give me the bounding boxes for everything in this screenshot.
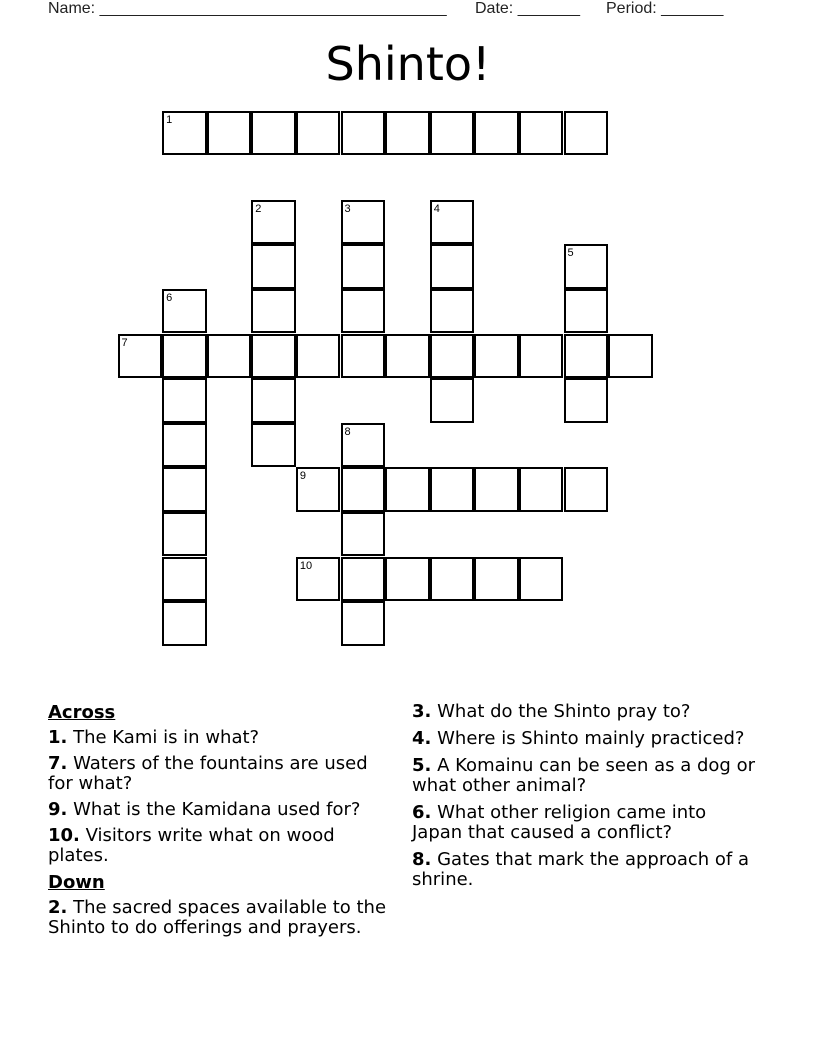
crossword-cell[interactable]: [430, 334, 475, 379]
crossword-cell[interactable]: [385, 557, 430, 602]
crossword-cell[interactable]: [162, 378, 207, 423]
crossword-cell[interactable]: [296, 334, 341, 379]
crossword-cell[interactable]: [162, 289, 207, 334]
crossword-cell[interactable]: [162, 557, 207, 602]
crossword-cell[interactable]: [430, 467, 475, 512]
crossword-cell[interactable]: [118, 334, 163, 379]
crossword-cell[interactable]: [519, 334, 564, 379]
crossword-cell[interactable]: [564, 244, 609, 289]
clue-text: Waters of the fountains are used for what?: [48, 753, 368, 794]
cell-number: 7: [121, 336, 128, 349]
clue-text: Where is Shinto mainly practiced?: [437, 728, 745, 749]
clues-left-column: [48, 702, 393, 944]
clue-across-10: [48, 826, 393, 866]
crossword-cell[interactable]: [430, 200, 475, 245]
crossword-cell[interactable]: [251, 289, 296, 334]
clue-down-5: [412, 756, 762, 796]
clue-across-7: [48, 754, 393, 794]
crossword-cell[interactable]: [430, 244, 475, 289]
clue-number: 5.: [412, 755, 432, 776]
cell-number: 2: [255, 202, 262, 215]
crossword-cell[interactable]: [385, 334, 430, 379]
clue-number: 6.: [412, 802, 432, 823]
clue-number: 7.: [48, 753, 68, 774]
crossword-cell[interactable]: [341, 334, 386, 379]
crossword-cell[interactable]: [341, 289, 386, 334]
clue-across-1: [48, 728, 393, 748]
clue-down-8: [412, 850, 762, 890]
crossword-cell[interactable]: [296, 557, 341, 602]
crossword-cell[interactable]: [341, 111, 386, 156]
down-heading: Down: [48, 872, 105, 893]
crossword-cell[interactable]: [162, 111, 207, 156]
crossword-cell[interactable]: [341, 557, 386, 602]
clue-text: Visitors write what on wood plates.: [48, 825, 335, 866]
crossword-cell[interactable]: [207, 334, 252, 379]
clue-down-3: [412, 702, 762, 722]
clue-text: The sacred spaces available to the Shinto to do offerings and prayers.: [48, 897, 387, 938]
period-field[interactable]: Period: _______: [606, 0, 724, 17]
clue-down-6: [412, 803, 762, 843]
cell-number: 9: [299, 470, 307, 483]
crossword-cell[interactable]: [296, 111, 341, 156]
clue-number: 10.: [48, 825, 80, 846]
crossword-cell[interactable]: [162, 334, 207, 379]
cell-number: 1: [166, 113, 173, 126]
crossword-cell[interactable]: [341, 423, 386, 468]
clue-text: What do the Shinto pray to?: [437, 701, 691, 722]
crossword-cell[interactable]: [519, 111, 564, 156]
clue-text: Gates that mark the approach of a shrine.: [412, 849, 750, 890]
clue-text: The Kami is in what?: [73, 727, 260, 748]
clue-number: 3.: [412, 701, 432, 722]
crossword-cell[interactable]: [162, 512, 207, 557]
clue-text: A Komainu can be seen as a dog or what other animal?: [412, 755, 755, 796]
crossword-cell[interactable]: [341, 244, 386, 289]
crossword-cell[interactable]: [474, 334, 519, 379]
clues-right-column: [412, 702, 762, 897]
crossword-cell[interactable]: [341, 200, 386, 245]
crossword-cell[interactable]: [564, 467, 609, 512]
cell-number: 5: [567, 247, 574, 260]
crossword-cell[interactable]: [385, 467, 430, 512]
crossword-cell[interactable]: [564, 289, 609, 334]
crossword-cell[interactable]: [341, 467, 386, 512]
crossword-cell[interactable]: [341, 512, 386, 557]
clue-number: 1.: [48, 727, 68, 748]
clue-down-4: [412, 729, 762, 749]
clue-down-2: [48, 898, 393, 938]
crossword-cell[interactable]: [207, 111, 252, 156]
cell-number: 6: [166, 291, 173, 304]
crossword-cell[interactable]: [430, 557, 475, 602]
clue-number: 2.: [48, 897, 68, 918]
crossword-cell[interactable]: [251, 111, 296, 156]
clue-across-9: [48, 800, 393, 820]
clue-number: 9.: [48, 799, 68, 820]
cell-number: 10: [299, 559, 313, 572]
crossword-cell[interactable]: [430, 289, 475, 334]
crossword-cell[interactable]: [251, 378, 296, 423]
crossword-cell[interactable]: [251, 423, 296, 468]
crossword-cell[interactable]: [296, 467, 341, 512]
crossword-cell[interactable]: [251, 334, 296, 379]
crossword-cell[interactable]: [519, 557, 564, 602]
crossword-cell[interactable]: [162, 601, 207, 646]
crossword-cell[interactable]: [564, 378, 609, 423]
crossword-cell[interactable]: [430, 378, 475, 423]
clue-number: 8.: [412, 849, 432, 870]
crossword-cell[interactable]: [564, 334, 609, 379]
crossword-cell[interactable]: [341, 601, 386, 646]
crossword-cell[interactable]: [385, 111, 430, 156]
clue-text: What is the Kamidana used for?: [73, 799, 361, 820]
clue-number: 4.: [412, 728, 432, 749]
crossword-cell[interactable]: [162, 423, 207, 468]
clue-text: What other religion came into Japan that caused a conflict?: [412, 802, 707, 843]
date-field[interactable]: Date: _______: [475, 0, 580, 17]
crossword-cell[interactable]: [162, 467, 207, 512]
crossword-cell[interactable]: [608, 334, 653, 379]
cell-number: 3: [344, 202, 351, 215]
crossword-cell[interactable]: [251, 244, 296, 289]
across-heading: Across: [48, 702, 116, 723]
cell-number: 4: [433, 202, 440, 215]
crossword-cell[interactable]: [474, 467, 519, 512]
crossword-cell[interactable]: [430, 111, 475, 156]
page-title: Shinto!: [325, 37, 491, 91]
crossword-cell[interactable]: [474, 557, 519, 602]
crossword-cell[interactable]: [474, 111, 519, 156]
name-field[interactable]: Name: _______________________________________: [48, 0, 447, 17]
crossword-cell[interactable]: [251, 200, 296, 245]
cell-number: 8: [344, 425, 351, 438]
crossword-cell[interactable]: [519, 467, 564, 512]
crossword-cell[interactable]: [564, 111, 609, 156]
